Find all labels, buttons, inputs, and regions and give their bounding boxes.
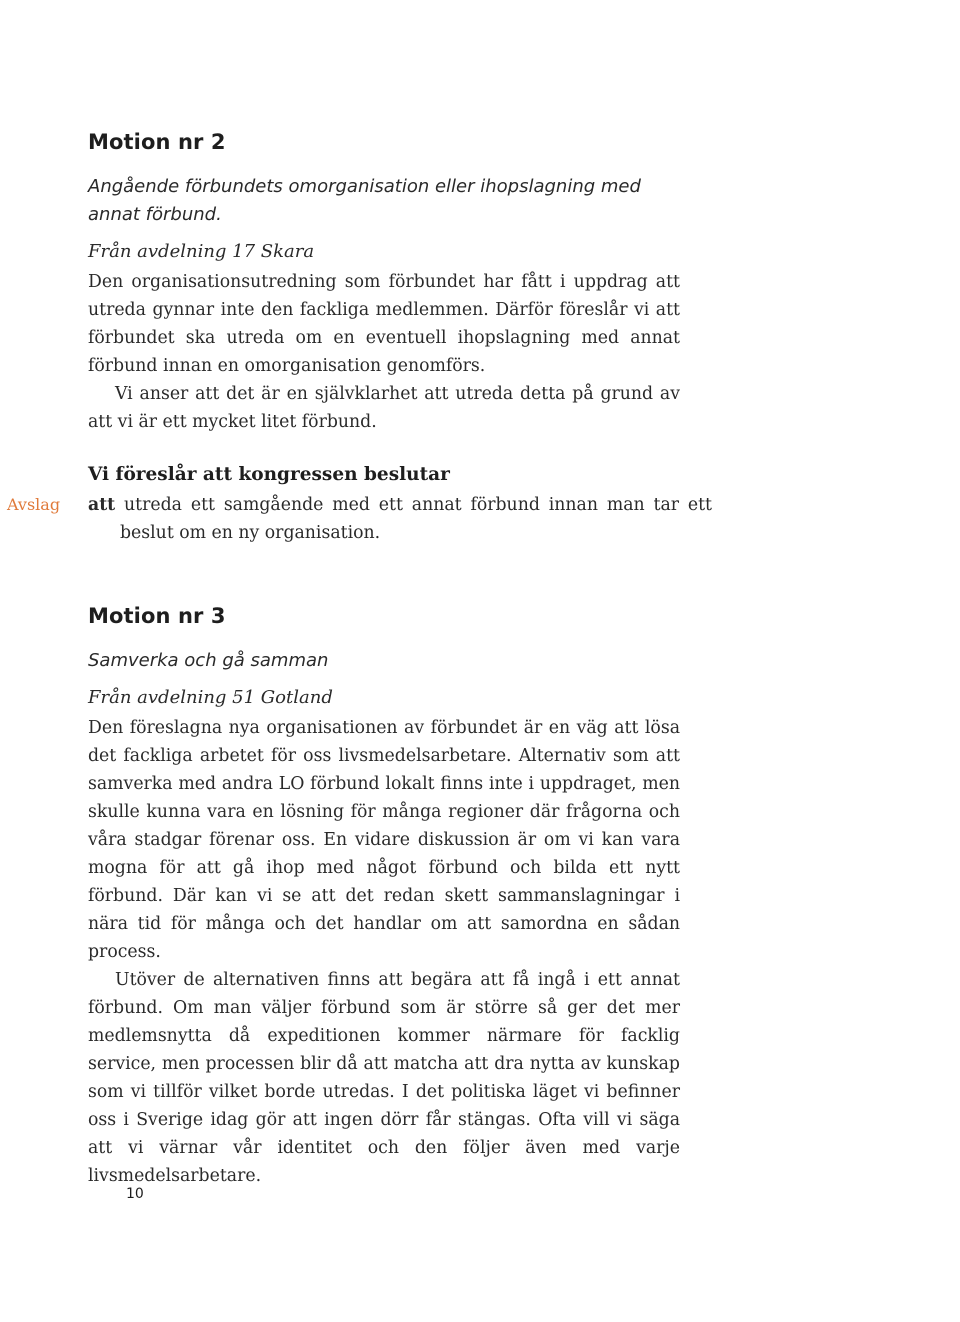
motion-2-body	[88, 268, 680, 436]
motion-3-heading: Motion nr 3	[88, 604, 226, 628]
proposal-att-keyword: att	[88, 495, 116, 515]
motion-3-paragraph: Utöver de alternativen finns att begära att få ingå i ett annat förbund. Om man väljer förbund som är större så ger det mer medlemsnytta då expeditionen kommer närmare för facklig service, men processen blir då att matcha att dra nytta av kunskap som vi tillför vilket borde utredas. I det politiska läget vi befinner oss i Sverige idag gör att ingen dörr får stängas. Ofta vill vi säga att vi värnar vår identitet och den följer även med varje livsmedelsarbetare.	[88, 970, 680, 1186]
motion-2-paragraph: Vi anser att det är en självklarhet att utreda detta på grund av att vi är ett mycket litet förbund.	[88, 384, 680, 432]
motion-2-proposal-heading: Vi föreslår att kongressen beslutar	[88, 464, 450, 485]
proposal-text: utreda ett samgående med ett annat förbund innan man tar ett beslut om en ny organisation.	[120, 495, 712, 543]
motion-2-from: Från avdelning 17 Skara	[88, 241, 315, 262]
motion-2-paragraph: Den organisationsutredning som förbundet har fått i uppdrag att utreda gynnar inte den fackliga medlemmen. Därför föreslår vi att förbundet ska utreda om en eventuell ihopslagning med annat förbund innan en omorganisation genomförs.	[88, 272, 680, 376]
motion-2-heading: Motion nr 2	[88, 130, 226, 154]
motion-3-body	[88, 714, 680, 1190]
motion-3-from: Från avdelning 51 Gotland	[88, 687, 333, 708]
motion-3-paragraph: Den föreslagna nya organisationen av förbundet är en väg att lösa det fackliga arbetet för oss livsmedelsarbetare. Alternativ som att samverka med andra LO förbund lokalt finns inte i uppdraget, men skulle kunna vara en lösning för många regioner där frågorna och våra stadgar förenar oss. En vidare diskussion är om vi kan vara mogna för att gå ihop med något förbund och bilda ett nytt förbund. Där kan vi se att det redan skett sammanslagningar i nära tid för många och det handlar om att samordna en sådan process.	[88, 718, 680, 962]
motion-2-decision-label: Avslag	[7, 495, 61, 514]
motion-3-subject: Samverka och gå samman	[88, 650, 329, 671]
page-number: 10	[126, 1186, 144, 1202]
motion-2-proposal-item	[88, 491, 712, 547]
motion-2-subject: Angående förbundets omorganisation eller ihopslagning med annat förbund.	[88, 176, 641, 225]
